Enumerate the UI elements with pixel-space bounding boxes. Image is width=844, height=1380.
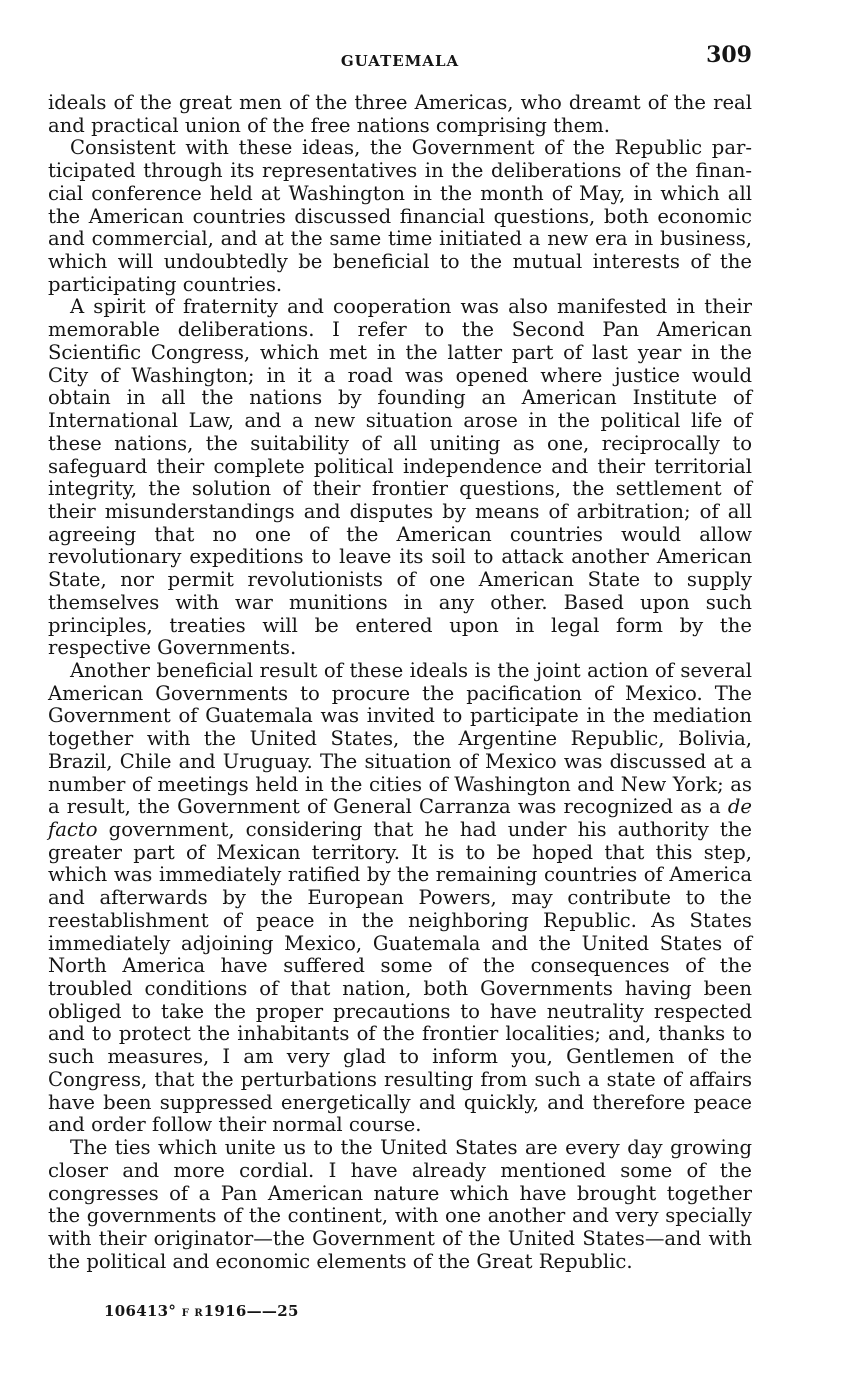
print-abbreviation: F R: [181, 1308, 204, 1319]
print-signature-rest: 1916——25: [203, 1302, 299, 1320]
printer-signature: [104, 1302, 299, 1320]
body-text: [48, 92, 752, 1273]
running-title: GUATEMALA: [340, 52, 460, 70]
paragraph-4: [48, 660, 752, 1137]
paragraph-4-text-after: government, considering that he had under his authority the greater part of Mexican territory. It is to be hoped that this step, which was immediately ratified by the remaining countries of America and afterwards by the European Powers, may contribute to the reestablishment of peace in the neighboring Republic. As States immediately adjoining Mexico, Guatemala and the United States of North America have suffered some of the consequences of the troubled conditions of that nation, both Governments having been obliged to take the proper precautions to have neutrality respected and to protect the inhabitants of the frontier localities; and, thanks to such measures, I am very glad to inform you, Gentlemen of the Congress, that the perturbations resulting from such a state of affairs have been suppressed energetically and quickly, and therefore peace and order follow their normal course.: [48, 818, 752, 1137]
paragraph-5: The ties which unite us to the United States are every day growing closer and more cordial. I have already mentioned some of the congresses of a Pan American nature which have brought together the governments of the continent, with one another and very specially with their originator—the Government of the United States—and with the political and economic elements of the Great Republic.: [48, 1136, 752, 1273]
paragraph-4-text-before: Another beneficial result of these ideals is the joint action of several American Governments to procure the pacification of Mexico. The Government of Guatemala was invited to participate in the mediation together with the United States, the Argentine Republic, Bolivia, Brazil, Chile and Uruguay. The situation of Mexico was discussed at a number of meetings held in the cities of Washington and New York; as a result, the Government of General Carranza was recognized as a: [48, 658, 752, 819]
paragraph-3: A spirit of fraternity and cooperation was also manifested in their memorable deliberations. I refer to the Second Pan American Scientific Congress, which met in the latter part of last year in the City of Washington; in it a road was opened where justice would obtain in all the nations by founding an American Institute of International Law, and a new situation arose in the political life of these nations, the suitability of all uniting as one, reciprocally to safeguard their complete political independence and their territorial integrity, the solution of their frontier questions, the settlement of their misunderstandings and disputes by means of arbitration; of all agreeing that no one of the American countries would allow revolutionary expeditions to leave its soil to attack another American State, nor permit revolutionists of one American State to supply themselves with war munitions in any other. Based upon such principles, treaties will be entered upon in legal form by the respective Governments.: [48, 295, 752, 660]
page-number: 309: [706, 42, 752, 68]
italic-phrase-de-facto: de facto: [48, 795, 752, 841]
paragraph-2: Consistent with these ideas, the Government of the Republic participated through its representatives in the deliberations of the financial conference held at Washington in the month of May, in which all the American countries discussed financial questions, both economic and commercial, and at the same time initiated a new era in business, which will undoubtedly be beneficial to the mutual interests of the participating countries.: [48, 136, 752, 296]
running-head: [48, 40, 752, 70]
paragraph-1: ideals of the great men of the three Americas, who dreamt of the real and practical union of the free nations comprising them.: [48, 91, 752, 137]
print-number: 106413°: [104, 1302, 177, 1320]
